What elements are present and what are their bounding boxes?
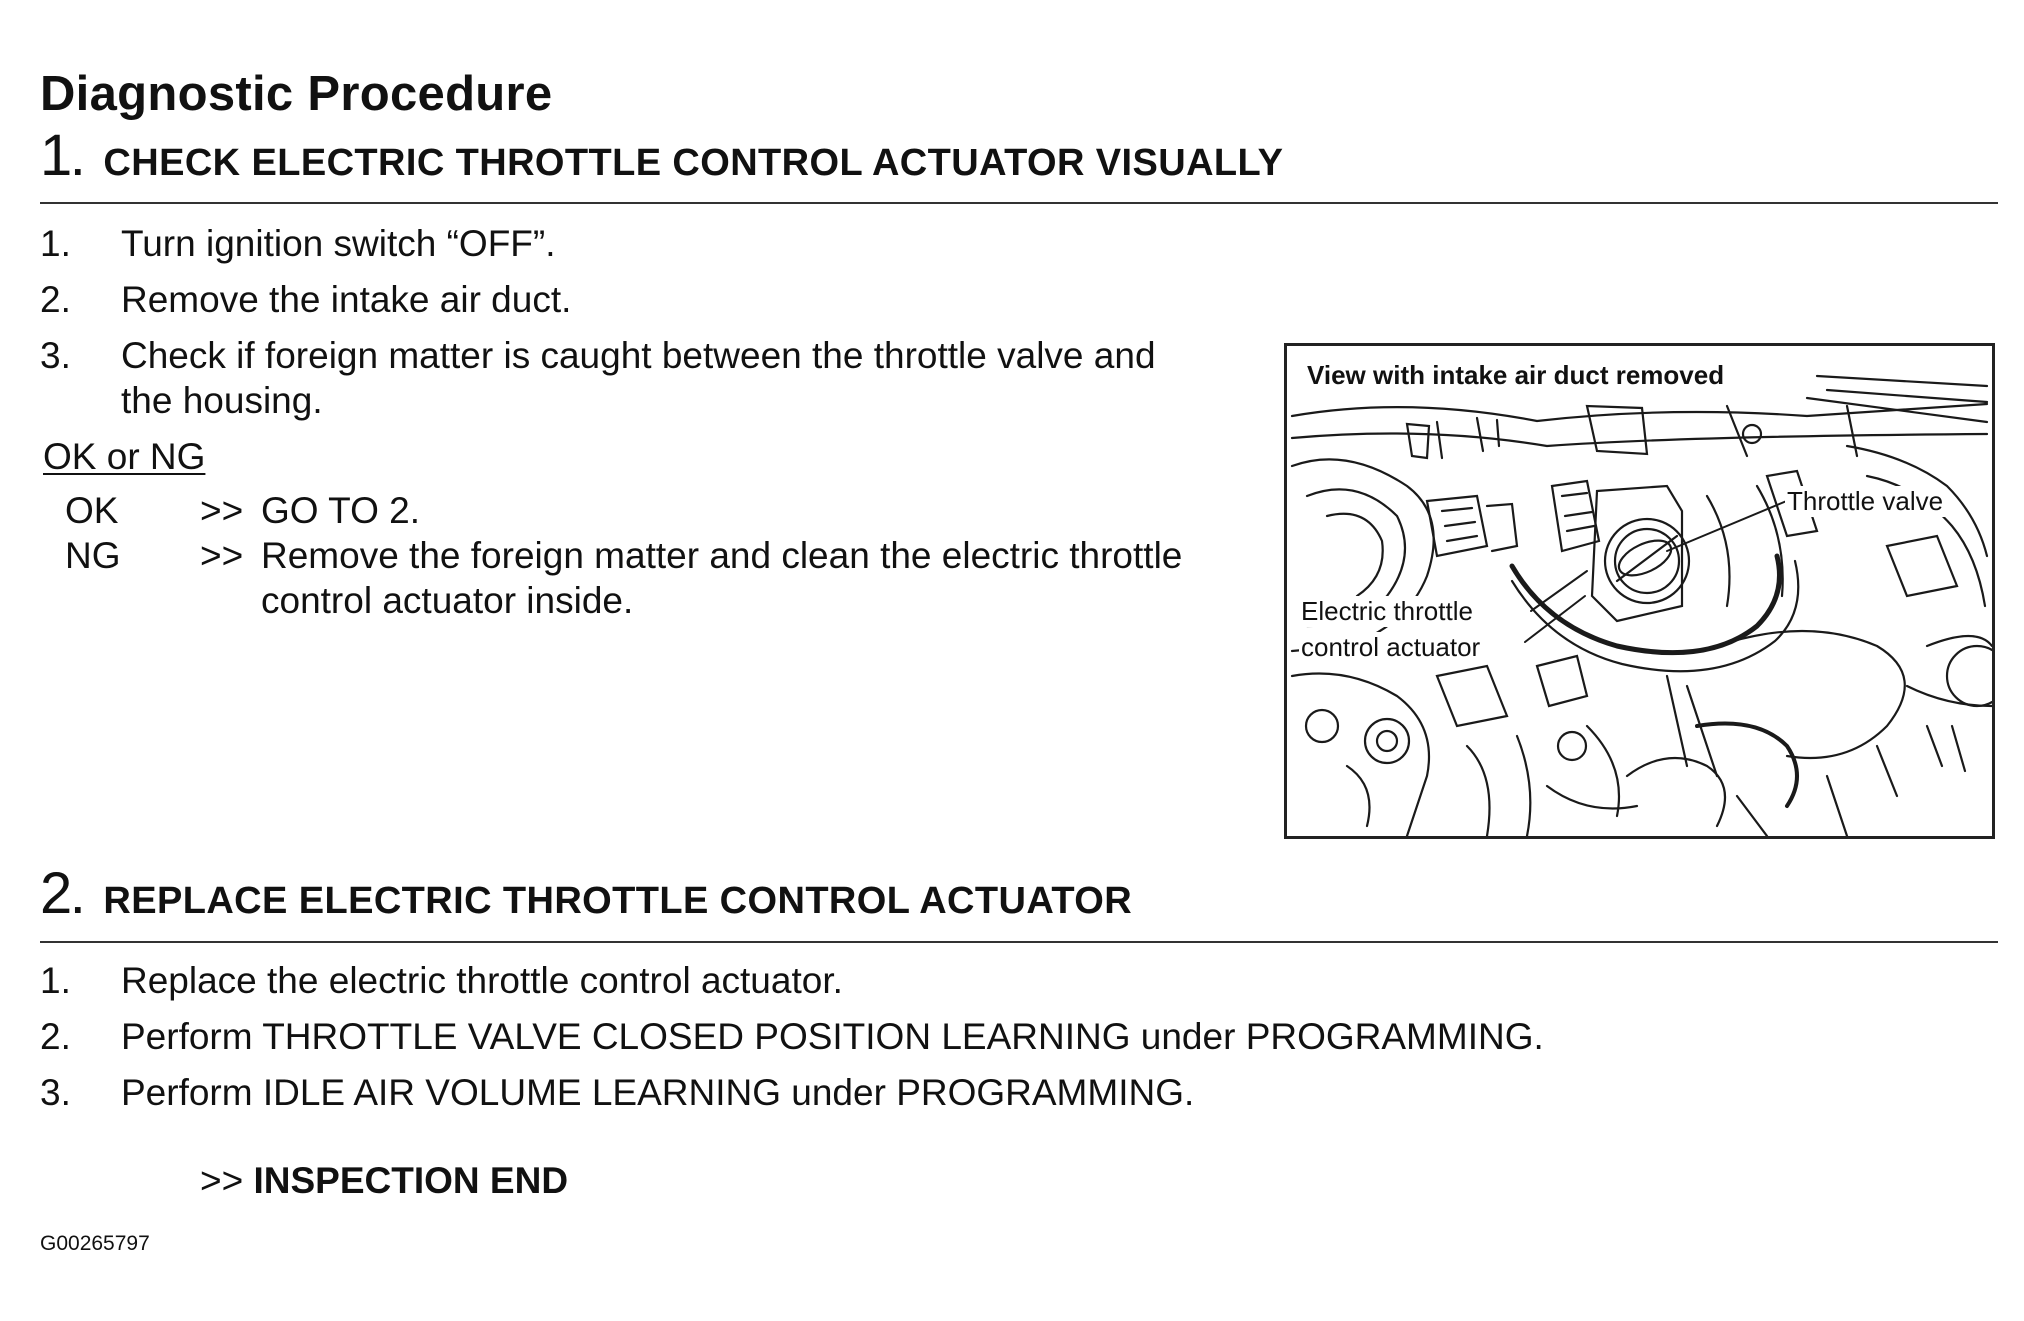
result-ng-arrow: >>	[200, 535, 244, 576]
divider	[40, 202, 1998, 204]
result-ok-arrow: >>	[200, 490, 244, 531]
result-ok-label: OK	[65, 490, 119, 531]
actuator-label-line1: Electric throttle	[1301, 596, 1473, 626]
result-ng-text: Remove the foreign matter and clean the electric throttle	[261, 535, 1183, 576]
inspection-end: >> INSPECTION END	[200, 1160, 569, 1201]
divider	[40, 941, 1998, 943]
document-id: G00265797	[40, 1232, 150, 1255]
result-ng-text-cont: control actuator inside.	[261, 580, 634, 621]
step-2-heading: 2 . REPLACE ELECTRIC THROTTLE CONTROL ACTUATOR	[40, 861, 1133, 926]
throttle-valve-label: Throttle valve	[1787, 486, 1944, 516]
result-ok-text: GO TO 2.	[261, 490, 421, 531]
result-ng-label: NG	[65, 535, 121, 576]
step-2-title: REPLACE ELECTRIC THROTTLE CONTROL ACTUATOR	[103, 880, 1133, 922]
figure-caption: View with intake air duct removed	[1307, 360, 1725, 390]
step-1-title: CHECK ELECTRIC THROTTLE CONTROL ACTUATOR VISUALLY	[103, 142, 1284, 184]
actuator-label-line2: control actuator	[1301, 632, 1481, 662]
ok-ng-label: OK or NG	[43, 436, 206, 477]
step-1-number: 1	[40, 123, 73, 188]
step-2-number: 2	[40, 861, 73, 926]
engine-diagram	[1284, 343, 1995, 839]
step-1-heading: 1 . CHECK ELECTRIC THROTTLE CONTROL ACTUATOR VISUALLY	[40, 123, 1284, 188]
page-title: Diagnostic Procedure	[40, 67, 553, 121]
engine-illustration	[1287, 346, 1992, 836]
